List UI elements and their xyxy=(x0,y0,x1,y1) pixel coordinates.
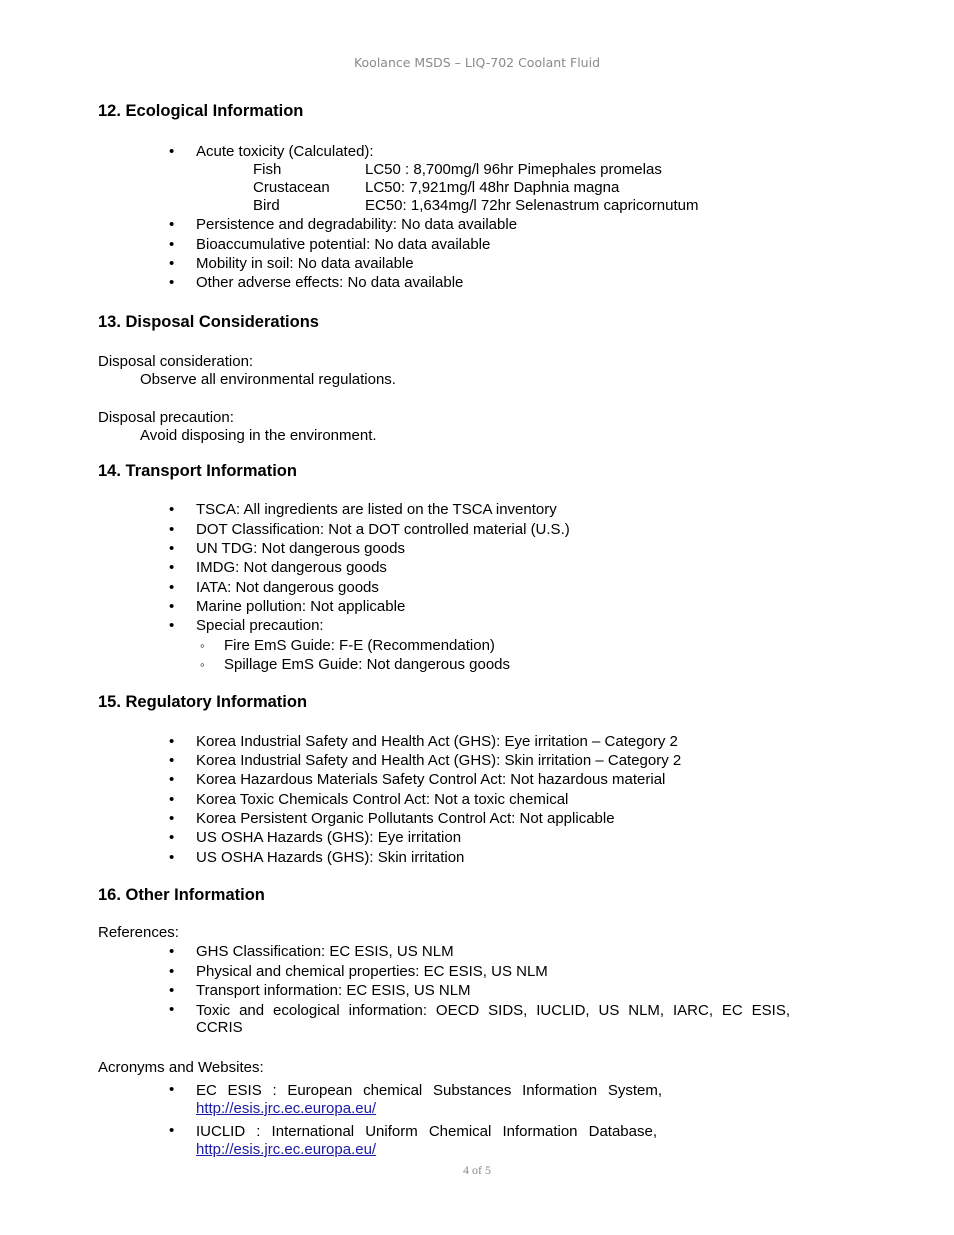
page-header: Koolance MSDS – LIQ-702 Coolant Fluid xyxy=(353,55,601,70)
list-item: • US OSHA Hazards (GHS): Skin irritation xyxy=(196,849,464,867)
list-item: • DOT Classification: Not a DOT controlled material (U.S.) xyxy=(196,521,570,539)
list-item: • GHS Classification: EC ESIS, US NLM xyxy=(196,943,454,961)
list-item: • Korea Hazardous Materials Safety Control Act: Not hazardous material xyxy=(196,771,665,789)
list-item: • IATA: Not dangerous goods xyxy=(196,579,379,597)
section-14-title: 14. Transport Information xyxy=(98,462,297,480)
acronym-link-wrap xyxy=(196,1100,376,1118)
tox-value: LC50 : 8,700mg/l 96hr Pimephales promelas xyxy=(365,161,662,178)
list-item: • IMDG: Not dangerous goods xyxy=(196,559,387,577)
references-label: References: xyxy=(98,924,179,941)
sub-list-item: ◦ Fire EmS Guide: F-E (Recommendation) xyxy=(224,637,495,655)
acronyms-label: Acronyms and Websites: xyxy=(98,1059,264,1076)
section-13-title: 13. Disposal Considerations xyxy=(98,313,319,331)
page-number: 4 of 5 xyxy=(463,1163,491,1177)
list-item-text-line: Toxic and ecological information: OECD SIDS, IUCLID, US NLM, IARC, EC ESIS, xyxy=(196,1002,790,1019)
tox-organism: Crustacean xyxy=(253,179,330,196)
list-item: • Physical and chemical properties: EC ESIS, US NLM xyxy=(196,963,548,981)
acronym-text: IUCLID : International Uniform Chemical Information Database, xyxy=(196,1123,657,1140)
iuclid-link[interactable]: http://esis.jrc.ec.europa.eu/ xyxy=(196,1141,377,1158)
tox-value: EC50: 1,634mg/l 72hr Selenastrum capricornutum xyxy=(365,197,699,214)
list-item: • Special precaution: xyxy=(196,617,324,635)
acute-toxicity-item: • Acute toxicity (Calculated): xyxy=(196,143,374,161)
section-16-title: 16. Other Information xyxy=(98,886,265,904)
list-item: • Transport information: EC ESIS, US NLM xyxy=(196,982,471,1000)
list-item: • Korea Toxic Chemicals Control Act: Not a toxic chemical xyxy=(196,791,568,809)
disposal-precaution-value: Avoid disposing in the environment. xyxy=(140,427,377,444)
disposal-consideration-label: Disposal consideration: xyxy=(98,353,254,370)
list-item: • Marine pollution: Not applicable xyxy=(196,598,405,616)
list-item: • Persistence and degradability: No data available xyxy=(196,216,517,234)
list-item: • Korea Persistent Organic Pollutants Control Act: Not applicable xyxy=(196,810,615,828)
acronym-text: EC ESIS : European chemical Substances Information System, xyxy=(196,1082,662,1099)
list-item: • UN TDG: Not dangerous goods xyxy=(196,540,405,558)
list-item: • Bioaccumulative potential: No data available xyxy=(196,236,490,254)
list-item: • Other adverse effects: No data available xyxy=(196,274,463,292)
tox-value: LC50: 7,921mg/l 48hr Daphnia magna xyxy=(365,179,620,196)
tox-organism: Fish xyxy=(253,161,282,178)
list-item: • Mobility in soil: No data available xyxy=(196,255,414,273)
list-item: • TSCA: All ingredients are listed on the TSCA inventory xyxy=(196,501,557,519)
section-15-title: 15. Regulatory Information xyxy=(98,693,308,711)
tox-organism: Bird xyxy=(253,197,280,214)
disposal-consideration-value: Observe all environmental regulations. xyxy=(140,371,396,388)
list-item: • Korea Industrial Safety and Health Act (GHS): Eye irritation – Category 2 xyxy=(196,733,678,751)
esis-link[interactable]: http://esis.jrc.ec.europa.eu/ xyxy=(196,1100,377,1117)
disposal-precaution-label: Disposal precaution: xyxy=(98,409,234,426)
sub-list-item: ◦ Spillage EmS Guide: Not dangerous goods xyxy=(224,656,510,674)
section-12-title: 12. Ecological Information xyxy=(98,102,304,120)
list-item: • US OSHA Hazards (GHS): Eye irritation xyxy=(196,829,461,847)
list-item: • Korea Industrial Safety and Health Act (GHS): Skin irritation – Category 2 xyxy=(196,752,681,770)
list-item-text-line: CCRIS xyxy=(196,1019,243,1036)
acronym-link-wrap xyxy=(196,1141,376,1159)
